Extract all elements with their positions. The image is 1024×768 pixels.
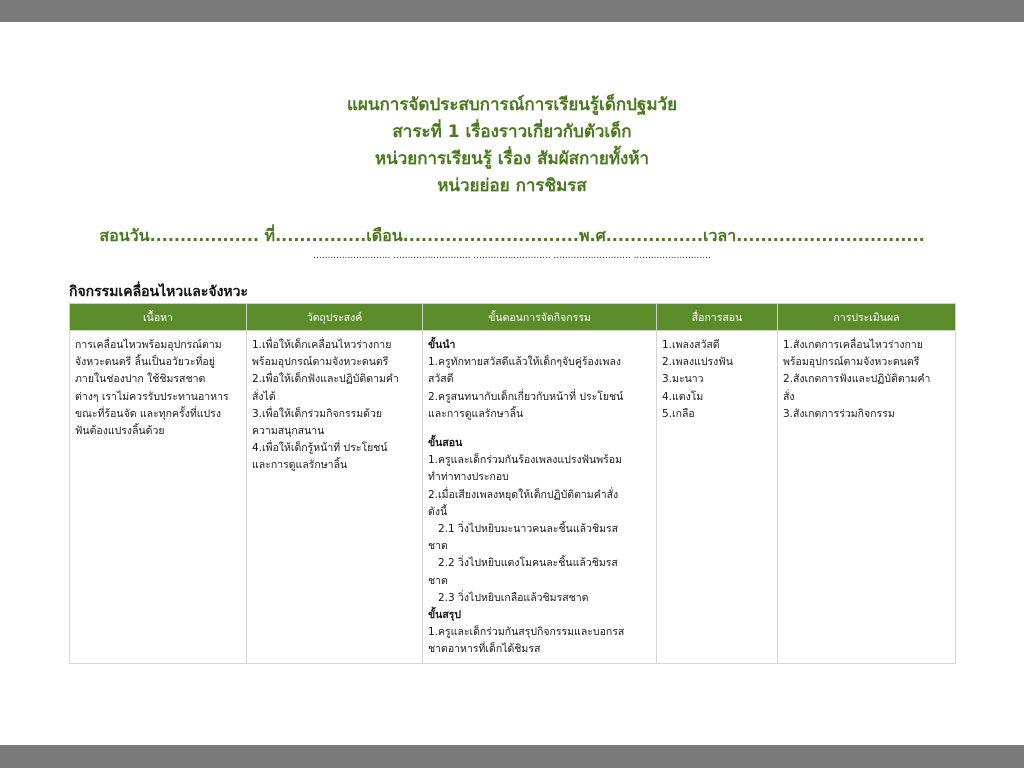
step-line: ดังนี้	[428, 505, 448, 518]
sub-step-line: ชาต	[428, 540, 448, 553]
content-line: ภายในช่องปาก ใช้ชิมรสชาต	[75, 373, 206, 386]
objective-line: และการดูแลรักษาลิ้น	[252, 459, 348, 472]
table-row	[70, 331, 956, 664]
step-line: และการดูแลรักษาลิ้น	[428, 407, 524, 420]
sub-step-line: 2.3 วิ่งไปหยิบเกลือแล้วชิมรสชาต	[438, 591, 589, 604]
evaluation-line: 1.สังเกตการเคลื่อนไหวร่างกาย	[783, 339, 923, 351]
intro-heading: ขั้นนำ	[428, 339, 456, 351]
evaluation-line: พร้อมอุปกรณ์ตามจังหวะดนตรี	[783, 356, 920, 369]
media-cell	[657, 331, 778, 664]
steps-cell	[423, 331, 657, 664]
content-line: ขณะที่ร้อนจัด และทุกครั้งที่แปรง	[75, 407, 221, 420]
objective-line: 2.เพื่อให้เด็กฟังและปฏิบัติตามคำ	[252, 373, 399, 386]
section-title: กิจกรรมเคลื่อนไหวและจังหวะ	[69, 284, 249, 300]
header-content: เนื้อหา	[70, 304, 247, 331]
media-item: 5.เกลือ	[662, 407, 695, 420]
header-objectives: วัตถุประสงค์	[247, 304, 423, 331]
title-line: หน่วยการเรียนรู้ เรื่อง สัมผัสกายทั้งห้า	[374, 149, 650, 169]
table-header-row	[70, 304, 956, 331]
objective-line: 4.เพื่อให้เด็กรู้หน้าที่ ประโยชน์	[252, 442, 388, 455]
header-evaluation: การประเมินผล	[778, 304, 956, 331]
header-media: สื่อการสอน	[657, 304, 778, 331]
schedule-line: สอนวัน.................. ที่...............เดือน.............................พ.ศ................เวลา...............................	[99, 226, 925, 245]
objective-line: สั่งได้	[252, 390, 276, 403]
step-line: 1.ครูและเด็กร่วมกันสรุปกิจกรรมและบอกรส	[428, 626, 625, 639]
objectives-cell	[247, 331, 423, 664]
content-line: การเคลื่อนไหวพร้อมอุปกรณ์ตาม	[75, 339, 222, 351]
objective-line: 3.เพื่อให้เด็กร่วมกิจกรรมด้วย	[252, 407, 383, 420]
sub-step-line: 2.2 วิ่งไปหยิบแตงโมคนละชิ้นแล้วชิมรส	[438, 557, 618, 570]
step-line: 1.ครูและเด็กร่วมกันร้องเพลงแปรงฟันพร้อม	[428, 454, 623, 467]
media-item: 1.เพลงสวัสดี	[662, 339, 720, 351]
evaluation-line: 2.สังเกตการฟังและปฏิบัติตามคำ	[783, 373, 931, 386]
step-line: ชาตอาหารที่เด็กได้ชิมรส	[428, 643, 541, 656]
step-line: 1.ครูทักทายสวัสดีแล้วให้เด็กๆจับคู่ร้องเพลง	[428, 356, 621, 369]
content-line: จังหวะดนตรี ลิ้นเป็นอวัยวะที่อยู่	[75, 356, 215, 369]
evaluation-line: 3.สังเกตการร่วมกิจกรรม	[783, 407, 895, 420]
viewer-bottom-bar	[0, 745, 1024, 768]
schedule-dots: ........................... ........................... ........................... ........................... ...........................	[313, 251, 711, 261]
evaluation-cell	[778, 331, 956, 664]
title-line: แผนการจัดประสบการณ์การเรียนรู้เด็กปฐมวัย	[346, 95, 678, 115]
content-cell	[70, 331, 247, 664]
spacer	[428, 423, 651, 435]
media-item: 4.แตงโม	[662, 390, 704, 403]
objective-line: พร้อมอุปกรณ์ตามจังหวะดนตรี	[252, 356, 389, 369]
step-line: 2.เมื่อเสียงเพลงหยุดให้เด็กปฏิบัติตามคำสั่ง	[428, 488, 619, 501]
viewer-top-bar	[0, 0, 1024, 22]
objective-line: 1.เพื่อให้เด็กเคลื่อนไหวร่างกาย	[252, 339, 392, 351]
media-item: 3.มะนาว	[662, 373, 704, 386]
title-line: สาระที่ 1 เรื่องราวเกี่ยวกับตัวเด็ก	[392, 122, 632, 142]
document-page	[0, 22, 1024, 745]
objective-line: ความสนุกสนาน	[252, 425, 325, 438]
header-steps: ขั้นตอนการจัดกิจกรรม	[423, 304, 657, 331]
step-line: 2.ครูสนทนากับเด็กเกี่ยวกับหน้าที่ ประโยชน์	[428, 390, 624, 403]
content-line: ฟันต้องแปรงลิ้นด้วย	[75, 425, 165, 438]
evaluation-line: สั่ง	[783, 390, 795, 403]
media-item: 2.เพลงแปรงฟัน	[662, 356, 733, 369]
content-line: ต่างๆ เราไม่ควรรับประทานอาหาร	[75, 390, 229, 403]
summary-heading: ขั้นสรุป	[428, 609, 462, 622]
teach-heading: ขั้นสอน	[428, 437, 463, 450]
document-title	[0, 92, 1024, 200]
step-line: ทำท่าทางประกอบ	[428, 471, 509, 484]
step-line: สวัสดี	[428, 373, 454, 386]
sub-step-line: ชาต	[428, 574, 448, 587]
title-line: หน่วยย่อย การชิมรส	[437, 176, 587, 196]
lesson-plan-table	[69, 303, 956, 664]
sub-step-line: 2.1 วิ่งไปหยิบมะนาวคนละชิ้นแล้วชิมรส	[438, 523, 619, 536]
